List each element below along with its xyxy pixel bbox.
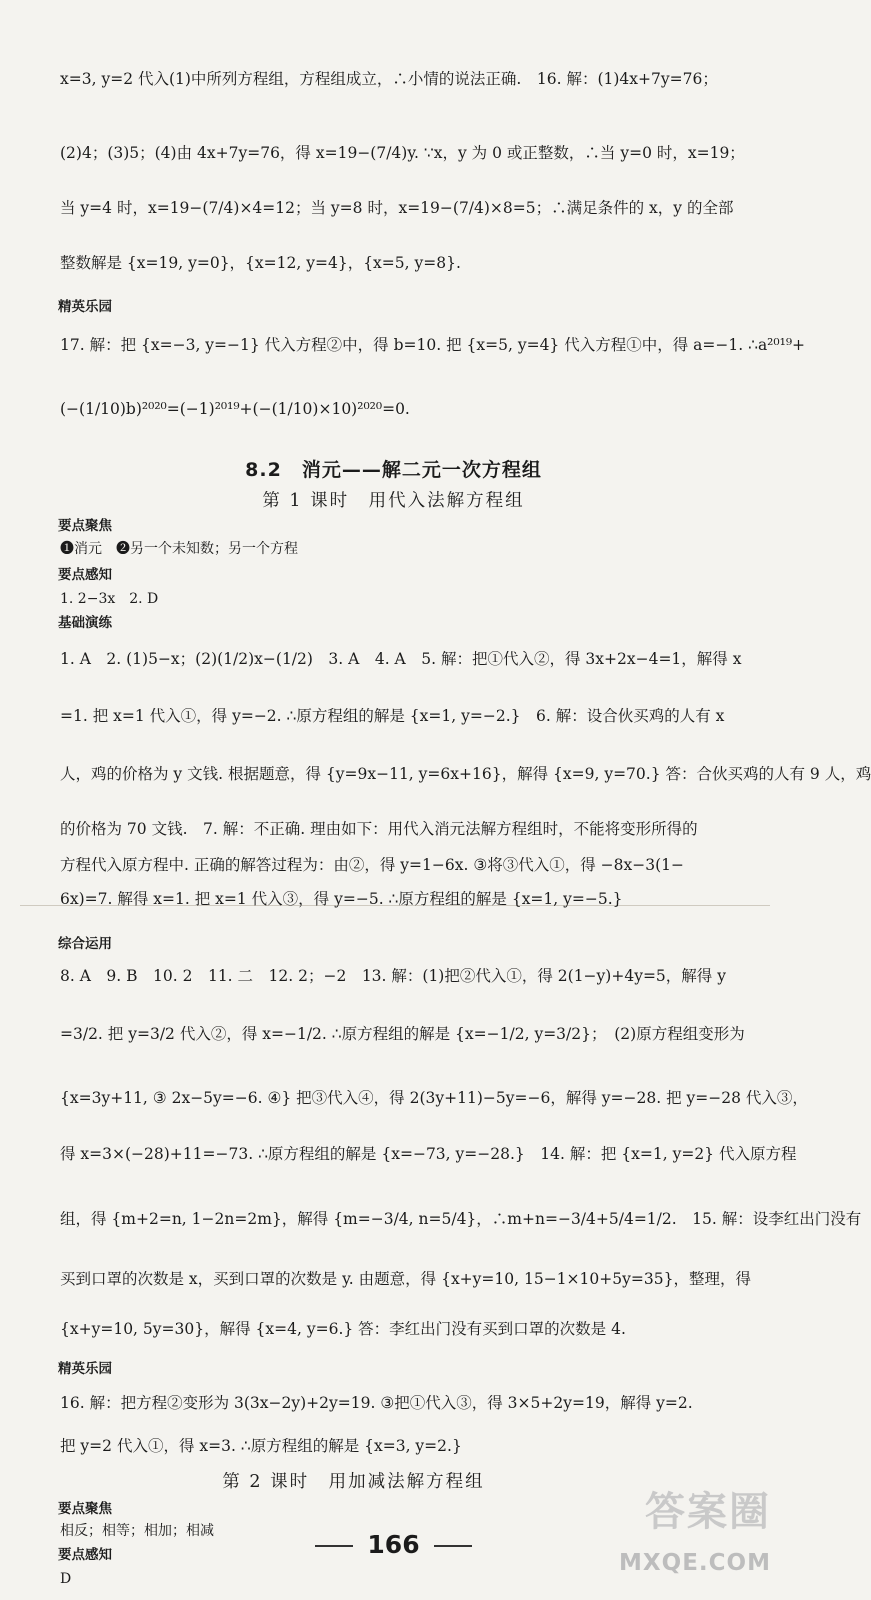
text-line-11: 方程代入原方程中. 正确的解答过程为：由②，得 y=1−6x. ③将③代入①，得 −8x−3(1− — [60, 856, 684, 874]
text-line-2: (2)4；(3)5；(4)由 4x+7y=76，得 x=19−(7/4)y. ∵x，y 为 0 或正整数，∴当 y=0 时，x=19； — [60, 144, 745, 162]
text-line-13: 8. A 9. B 10. 2 11. 二 12. 2；−2 13. 解：(1)把②代入①，得 2(1−y)+4y=5，解得 y — [60, 967, 726, 985]
lesson-2-title: 第 2 课时 用加减法解方程组 — [222, 1472, 485, 1492]
text-line-20: 16. 解：把方程②变形为 3(3x−2y)+2y=19. ③把①代入③，得 3×5+2y=19，解得 y=2. — [60, 1394, 693, 1412]
heading-yaodian-ganzhi: 要点感知 — [58, 567, 112, 583]
heading-zonghe-yunyong: 综合运用 — [58, 936, 112, 952]
heading-jichu-yanlian: 基础演练 — [58, 615, 112, 631]
heading-yaodian-jujiao-2: 要点聚焦 — [58, 1501, 112, 1517]
yaodian-ganzhi-content: 1. 2−3x 2. D — [60, 591, 159, 607]
text-line-18: 买到口罩的次数是 x，买到口罩的次数是 y. 由题意，得 {x+y=10, 15−1×10+5y=35}，整理，得 — [60, 1270, 751, 1288]
text-line-12: 6x)=7. 解得 x=1. 把 x=1 代入③，得 y=−5. ∴原方程组的解是 {x=1, y=−5.} — [60, 890, 623, 908]
text-line-10: 的价格为 70 文钱. 7. 解：不正确. 理由如下：用代入消元法解方程组时，不能将变形所得的 — [60, 820, 698, 838]
yaodian-ganzhi-2-content: D — [60, 1571, 72, 1587]
watermark-url: MXQE.COM — [619, 1550, 771, 1576]
heading-jingying-leyuan-2: 精英乐园 — [58, 1361, 112, 1377]
page-number-dash-right — [434, 1545, 472, 1547]
text-line-4: 整数解是 {x=19, y=0}，{x=12, y=4}，{x=5, y=8}. — [60, 254, 461, 272]
text-line-17: 组，得 {m+2=n, 1−2n=2m}，解得 {m=−3/4, n=5/4}，∴m+n=−3/4+5/4=1/2. 15. 解：设李红出门没有 — [60, 1210, 862, 1228]
text-line-3: 当 y=4 时，x=19−(7/4)×4=12；当 y=8 时，x=19−(7/4)×8=5；∴满足条件的 x，y 的全部 — [60, 199, 734, 217]
text-line-21: 把 y=2 代入①，得 x=3. ∴原方程组的解是 {x=3, y=2.} — [60, 1437, 462, 1455]
text-line-1: x=3, y=2 代入(1)中所列方程组，方程组成立，∴小情的说法正确. 16. 解：(1)4x+7y=76； — [60, 70, 718, 88]
lesson-1-title: 第 1 课时 用代入法解方程组 — [262, 491, 525, 511]
text-line-6: (−(1/10)b)²⁰²⁰=(−1)²⁰¹⁹+(−(1/10)×10)²⁰²⁰=0. — [60, 400, 410, 418]
yaodian-jujiao-content: ❶消元 ❷另一个未知数；另一个方程 — [60, 541, 298, 557]
text-line-8: =1. 把 x=1 代入①，得 y=−2. ∴原方程组的解是 {x=1, y=−2.} 6. 解：设合伙买鸡的人有 x — [60, 707, 725, 725]
yaodian-jujiao-2-content: 相反；相等；相加；相减 — [60, 1523, 214, 1539]
watermark-title: 答案圈 — [645, 1489, 771, 1535]
text-line-15: {x=3y+11, ③ 2x−5y=−6. ④} 把③代入④，得 2(3y+11)−5y=−6，解得 y=−28. 把 y=−28 代入③， — [60, 1089, 808, 1107]
heading-jingying-leyuan: 精英乐园 — [58, 299, 112, 315]
text-line-5: 17. 解：把 {x=−3, y=−1} 代入方程②中，得 b=10. 把 {x=5, y=4} 代入方程①中，得 a=−1. ∴a²⁰¹⁹+ — [60, 336, 806, 354]
text-line-7: 1. A 2. (1)5−x；(2)(1/2)x−(1/2) 3. A 4. A 5. 解：把①代入②，得 3x+2x−4=1，解得 x — [60, 650, 742, 668]
text-line-19: {x+y=10, 5y=30}，解得 {x=4, y=6.} 答：李红出门没有买到口罩的次数是 4. — [60, 1320, 626, 1338]
text-line-16: 得 x=3×(−28)+11=−73. ∴原方程组的解是 {x=−73, y=−28.} 14. 解：把 {x=1, y=2} 代入原方程 — [60, 1145, 797, 1163]
page-number-dash-left — [315, 1545, 353, 1547]
heading-yaodian-ganzhi-2: 要点感知 — [58, 1547, 112, 1563]
text-line-9: 人，鸡的价格为 y 文钱. 根据题意，得 {y=9x−11, y=6x+16}，解得 {x=9, y=70.} 答：合伙买鸡的人有 9 人，鸡 — [60, 765, 871, 783]
heading-yaodian-jujiao: 要点聚焦 — [58, 518, 112, 534]
text-line-14: =3/2. 把 y=3/2 代入②，得 x=−1/2. ∴原方程组的解是 {x=−1/2, y=3/2}； (2)原方程组变形为 — [60, 1025, 745, 1043]
watermark-logo — [621, 1480, 771, 1590]
page-number-value: 166 — [367, 1530, 420, 1559]
section-title: 8.2 消元——解二元一次方程组 — [245, 459, 542, 481]
